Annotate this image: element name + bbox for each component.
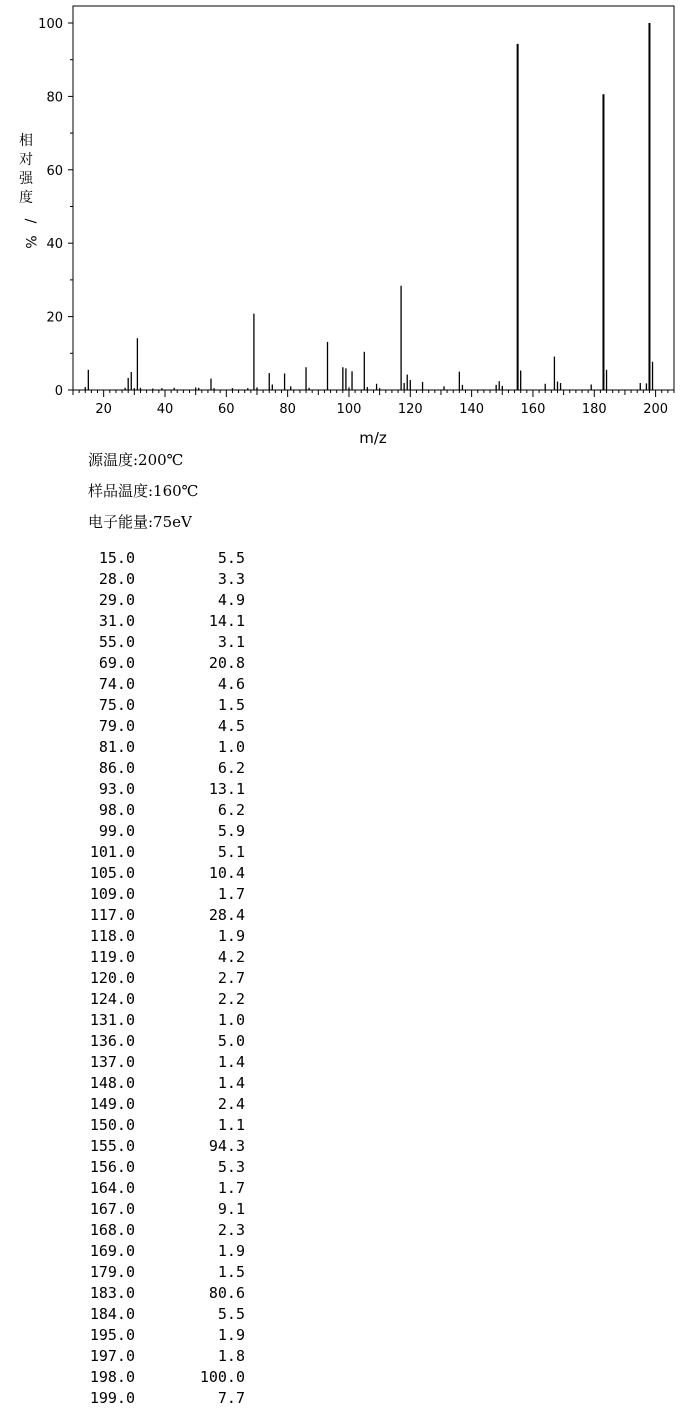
peak-intensity-value: 5.0 bbox=[217, 1032, 245, 1050]
table-row bbox=[0, 717, 300, 738]
y-tick-label: 60 bbox=[46, 163, 63, 179]
table-row bbox=[0, 1326, 300, 1347]
x-tick-label: 140 bbox=[459, 402, 485, 417]
table-row bbox=[0, 1221, 300, 1242]
table-row bbox=[0, 1305, 300, 1326]
table-row bbox=[0, 1347, 300, 1368]
x-tick-label: 40 bbox=[156, 402, 174, 417]
peak-mz-value: 137.0 bbox=[89, 1053, 135, 1071]
x-tick-label: 80 bbox=[279, 402, 296, 417]
peak-mz-value: 81.0 bbox=[98, 738, 135, 756]
peak-intensity-value: 10.4 bbox=[208, 864, 245, 882]
peak-mz-value: 109.0 bbox=[89, 885, 135, 903]
peak-mz-value: 99.0 bbox=[98, 822, 135, 840]
peak-mz-value: 28.0 bbox=[98, 570, 135, 588]
table-row bbox=[0, 654, 300, 675]
table-row bbox=[0, 1158, 300, 1179]
table-row bbox=[0, 549, 300, 570]
y-tick-label: 80 bbox=[46, 90, 63, 106]
y-tick-label: 100 bbox=[38, 17, 63, 32]
table-row bbox=[0, 906, 300, 927]
peak-mz-value: 118.0 bbox=[89, 927, 135, 945]
peak-intensity-value: 1.5 bbox=[217, 1263, 245, 1281]
peak-intensity-value: 100.0 bbox=[199, 1368, 245, 1386]
peak-intensity-value: 2.2 bbox=[217, 990, 245, 1008]
peak-intensity-value: 1.0 bbox=[217, 738, 245, 756]
peak-mz-value: 86.0 bbox=[98, 759, 135, 777]
peak-intensity-value: 4.9 bbox=[217, 591, 245, 609]
table-row bbox=[0, 864, 300, 885]
peak-intensity-value: 6.2 bbox=[217, 801, 245, 819]
peak-intensity-value: 9.1 bbox=[217, 1200, 245, 1218]
y-axis-label-char: 强 bbox=[19, 171, 33, 187]
table-row bbox=[0, 1389, 300, 1410]
peak-mz-value: 150.0 bbox=[89, 1116, 135, 1134]
peak-mz-value: 184.0 bbox=[89, 1305, 135, 1323]
table-row bbox=[0, 1179, 300, 1200]
peak-mz-value: 55.0 bbox=[98, 633, 135, 651]
table-row bbox=[0, 1137, 300, 1158]
peak-mz-value: 98.0 bbox=[98, 801, 135, 819]
table-row bbox=[0, 822, 300, 843]
peak-intensity-value: 1.4 bbox=[217, 1074, 245, 1092]
peak-intensity-value: 1.1 bbox=[217, 1116, 245, 1134]
peak-mz-value: 119.0 bbox=[89, 948, 135, 966]
plot-frame bbox=[73, 6, 674, 390]
peak-intensity-value: 1.7 bbox=[217, 885, 245, 903]
peak-intensity-value: 1.7 bbox=[217, 1179, 245, 1197]
peak-intensity-value: 5.5 bbox=[217, 1305, 245, 1323]
table-row bbox=[0, 675, 300, 696]
sample-temperature: 样品温度:160℃ bbox=[88, 482, 199, 500]
table-row bbox=[0, 1116, 300, 1137]
peak-intensity-value: 2.4 bbox=[217, 1095, 245, 1113]
x-tick-label: 180 bbox=[581, 402, 607, 417]
table-row bbox=[0, 885, 300, 906]
peak-mz-value: 199.0 bbox=[89, 1389, 135, 1407]
peak-intensity-value: 1.5 bbox=[217, 696, 245, 714]
peak-intensity-value: 1.8 bbox=[217, 1347, 245, 1365]
table-row bbox=[0, 570, 300, 591]
x-tick-label: 20 bbox=[95, 402, 112, 417]
table-row bbox=[0, 1242, 300, 1263]
peak-intensity-value: 13.1 bbox=[208, 780, 245, 798]
x-tick-label: 100 bbox=[336, 402, 362, 417]
peak-intensity-value: 4.2 bbox=[217, 948, 245, 966]
peak-mz-value: 75.0 bbox=[98, 696, 135, 714]
y-axis-label-char: 度 bbox=[19, 190, 33, 206]
y-tick-label: 0 bbox=[54, 384, 63, 399]
peak-intensity-value: 2.7 bbox=[217, 969, 245, 987]
peak-intensity-value: 5.9 bbox=[217, 822, 245, 840]
table-row bbox=[0, 759, 300, 780]
peak-intensity-value: 80.6 bbox=[208, 1284, 245, 1302]
table-row bbox=[0, 1368, 300, 1389]
x-tick-label: 160 bbox=[520, 402, 546, 417]
peak-mz-value: 117.0 bbox=[89, 906, 135, 924]
table-row bbox=[0, 1263, 300, 1284]
peak-intensity-value: 5.5 bbox=[217, 549, 245, 567]
table-row bbox=[0, 969, 300, 990]
table-row bbox=[0, 1032, 300, 1053]
peak-mz-value: 79.0 bbox=[98, 717, 135, 735]
table-row bbox=[0, 990, 300, 1011]
peak-mz-value: 124.0 bbox=[89, 990, 135, 1008]
y-axis-label-char: / bbox=[22, 218, 38, 224]
peak-intensity-value: 14.1 bbox=[208, 612, 245, 630]
y-axis-label-char: 相 bbox=[19, 133, 33, 149]
peak-intensity-value: 2.3 bbox=[217, 1221, 245, 1239]
peak-mz-value: 155.0 bbox=[89, 1137, 135, 1155]
peak-mz-value: 164.0 bbox=[89, 1179, 135, 1197]
peak-mz-value: 131.0 bbox=[89, 1011, 135, 1029]
table-row bbox=[0, 1200, 300, 1221]
peak-mz-value: 198.0 bbox=[89, 1368, 135, 1386]
peak-intensity-value: 4.6 bbox=[217, 675, 245, 693]
table-row bbox=[0, 612, 300, 633]
electron-energy: 电子能量:75eV bbox=[88, 513, 192, 531]
peak-mz-value: 105.0 bbox=[89, 864, 135, 882]
peak-intensity-value: 5.3 bbox=[217, 1158, 245, 1176]
source-temperature: 源温度:200℃ bbox=[88, 451, 184, 469]
peak-mz-value: 179.0 bbox=[89, 1263, 135, 1281]
x-axis-label: m/z bbox=[359, 429, 387, 447]
peak-intensity-value: 1.0 bbox=[217, 1011, 245, 1029]
peak-mz-value: 69.0 bbox=[98, 654, 135, 672]
x-tick-label: 120 bbox=[397, 402, 423, 417]
peak-intensity-value: 6.2 bbox=[217, 759, 245, 777]
y-tick-label: 20 bbox=[46, 310, 63, 326]
peak-mz-value: 148.0 bbox=[89, 1074, 135, 1092]
table-row bbox=[0, 1095, 300, 1116]
table-row bbox=[0, 1074, 300, 1095]
peak-mz-value: 169.0 bbox=[89, 1242, 135, 1260]
peak-mz-value: 195.0 bbox=[89, 1326, 135, 1344]
table-row bbox=[0, 843, 300, 864]
y-axis-label-char: % bbox=[22, 235, 38, 249]
table-row bbox=[0, 780, 300, 801]
peak-mz-value: 167.0 bbox=[89, 1200, 135, 1218]
table-row bbox=[0, 591, 300, 612]
y-axis-label-char: 对 bbox=[19, 152, 33, 168]
table-row bbox=[0, 633, 300, 654]
peak-intensity-value: 1.4 bbox=[217, 1053, 245, 1071]
peak-mz-value: 197.0 bbox=[89, 1347, 135, 1365]
peak-intensity-value: 1.9 bbox=[217, 927, 245, 945]
peak-intensity-value: 5.1 bbox=[217, 843, 245, 861]
peak-mz-value: 93.0 bbox=[98, 780, 135, 798]
peak-mz-value: 168.0 bbox=[89, 1221, 135, 1239]
peak-intensity-value: 7.7 bbox=[217, 1389, 245, 1407]
y-axis-label bbox=[19, 132, 38, 249]
x-tick-label: 200 bbox=[643, 402, 669, 417]
mass-spectrum-chart bbox=[0, 0, 687, 450]
peak-intensity-value: 1.9 bbox=[217, 1326, 245, 1344]
peak-mz-value: 15.0 bbox=[98, 549, 135, 567]
x-tick-label: 60 bbox=[218, 402, 235, 417]
table-row bbox=[0, 927, 300, 948]
peak-intensity-value: 20.8 bbox=[208, 654, 245, 672]
table-row bbox=[0, 1053, 300, 1074]
peak-mz-value: 156.0 bbox=[89, 1158, 135, 1176]
peak-intensity-value: 94.3 bbox=[208, 1137, 245, 1155]
peak-mz-value: 183.0 bbox=[89, 1284, 135, 1302]
peak-intensity-value: 3.1 bbox=[217, 633, 245, 651]
peak-mz-value: 74.0 bbox=[98, 675, 135, 693]
table-row bbox=[0, 1284, 300, 1305]
peak-mz-value: 149.0 bbox=[89, 1095, 135, 1113]
table-row bbox=[0, 696, 300, 717]
peak-intensity-value: 28.4 bbox=[208, 906, 245, 924]
table-row bbox=[0, 948, 300, 969]
table-row bbox=[0, 801, 300, 822]
table-row bbox=[0, 1011, 300, 1032]
peak-intensity-value: 4.5 bbox=[217, 717, 245, 735]
peak-mz-value: 31.0 bbox=[98, 612, 135, 630]
peak-mz-value: 29.0 bbox=[98, 591, 135, 609]
y-axis bbox=[38, 17, 73, 399]
x-axis bbox=[73, 390, 674, 417]
table-row bbox=[0, 738, 300, 759]
peak-mz-value: 136.0 bbox=[89, 1032, 135, 1050]
y-tick-label: 40 bbox=[46, 237, 63, 253]
peak-intensity-value: 3.3 bbox=[217, 570, 245, 588]
peak-bars bbox=[85, 23, 652, 390]
peak-intensity-value: 1.9 bbox=[217, 1242, 245, 1260]
peak-mz-value: 101.0 bbox=[89, 843, 135, 861]
peak-mz-value: 120.0 bbox=[89, 969, 135, 987]
